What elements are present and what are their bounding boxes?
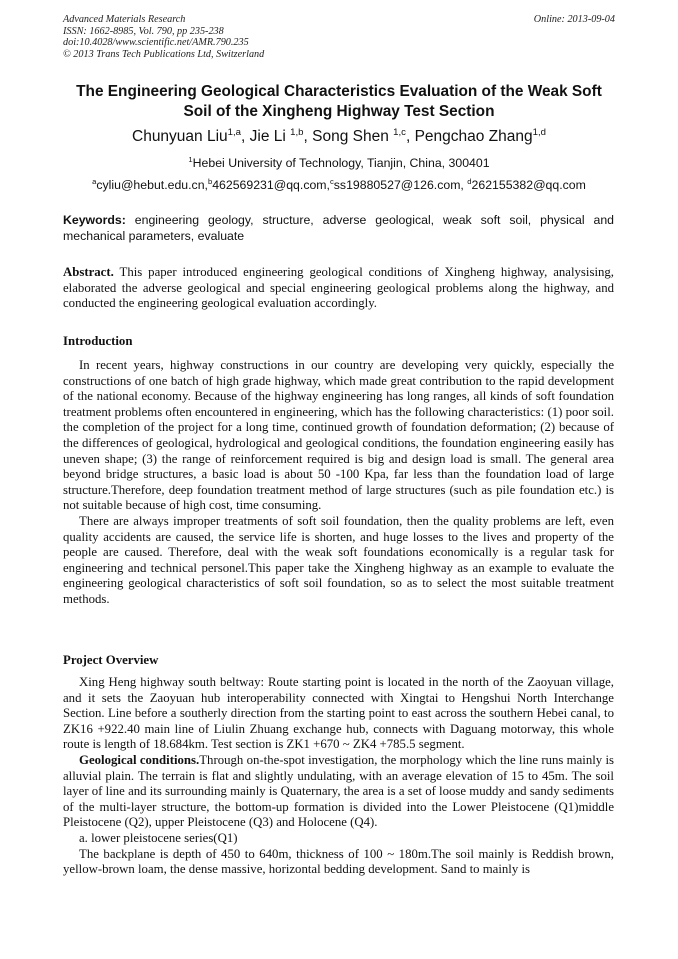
project-overview-body: [63, 675, 614, 878]
keywords-label: Keywords:: [63, 213, 126, 227]
email-link[interactable]: 462569231@qq.com,: [212, 178, 330, 192]
email-mark: c: [329, 176, 334, 186]
paper-title: [54, 82, 624, 122]
email-link[interactable]: 262155382@qq.com: [471, 178, 586, 192]
title-line-2: Soil of the Xingheng Highway Test Section: [183, 103, 495, 120]
journal-header: [63, 14, 615, 60]
paragraph: Xing Heng highway south beltway: Route starting point is located in the north of the Zaoyuan village, and it sets the Zaoyuan hub interoperability connected with Xingtai to Hengshui North Interchange Section. Line before a southerly direction from the starting point to east across the southern Hebei canal, to ZK16 +922.40 main line of Liulin Zhuang exchange hub, connects with Daguang motorway, this whole route is length of 18.684km. Test section is ZK1 +670 ~ ZK4 +785.5 segment.: [63, 675, 614, 752]
copyright-line: © 2013 Trans Tech Publications Ltd, Switzerland: [63, 48, 265, 60]
paragraph: In recent years, highway constructions in our country are developing very quickly, especially the constructions of one batch of high grade highway, which made great contribution to the rapid development of the national economy. Because of the highway engineering has long ranges, all kinds of soft foundation treatment problems often encountered in engineering, which has the following characteristics: (1) poor soil. the completion of the project for a long time, continued growth of foundation deformation; (2) because of the differences of geological, hydrological and geological conditions, the foundation engineering easily has uneven shape; (3) the range of reinforcement required is big and design load is small. The general area beyond bridge structures, a basic load is about 50 -100 Kpa, far less than the foundation load of large structure.Therefore, deep foundation treatment method of large structures (such as pile foundation etc.) is not suitable because of high cost, time consuming.: [63, 358, 614, 513]
author-name: Jie Li: [249, 128, 291, 145]
journal-name: Advanced Materials Research: [63, 14, 186, 25]
section-heading-project-overview: Project Overview: [63, 653, 159, 667]
author-affiliation-mark: 1,d: [532, 126, 546, 138]
author-affiliation-mark: 1,b: [290, 126, 304, 138]
paragraph: The backplane is depth of 450 to 640m, thickness of 100 ~ 180m.The soil mainly is Reddish brown, yellow-brown loam, the dense massive, horizontal bedding development. Sand to mainly is: [63, 846, 614, 877]
author-name: Song Shen: [312, 128, 394, 145]
email-link[interactable]: ss19880527@126.com,: [333, 178, 468, 192]
issn-line: ISSN: 1662-8985, Vol. 790, pp 235-238: [63, 25, 224, 37]
abstract-text: This paper introduced engineering geological conditions of Xingheng highway, analysising, elaborated the adverse geological and special engineering geological problems along the highway, and conducted the engineering geological evaluation accordingly.: [63, 265, 614, 311]
author-list: [54, 128, 624, 146]
title-line-1: The Engineering Geological Characteristics Evaluation of the Weak Soft: [76, 83, 602, 100]
keywords-text: engineering geology, structure, adverse geological, weak soft soil, physical and mechanical parameters, evaluate: [63, 213, 614, 243]
section-heading-introduction: Introduction: [63, 334, 133, 348]
email-mark: b: [207, 176, 213, 186]
abstract-label: Abstract.: [63, 265, 114, 279]
author-affiliation-mark: 1,c: [393, 126, 406, 138]
paragraph: [63, 753, 614, 831]
author-affiliation-mark: 1,a: [227, 126, 242, 138]
introduction-body: [63, 358, 614, 608]
email-mark: d: [467, 176, 472, 186]
author-name: Chunyuan Liu: [132, 128, 228, 145]
author-separator: ,: [241, 128, 250, 145]
affiliation-mark: 1: [188, 154, 193, 164]
geological-conditions-text: Through on-the-spot investigation, the morphology which the line runs mainly is alluvial plain. The terrain is flat and slightly undulating, with an average elevation of 15 to 45m. The soil layer of line and its surrounding mainly is Quaternary, the area is a set of loose muddy and sandy sediments of the multi-layer structure, the bottom-up formation is divided into the Lower Pleistocene (Q1)middle Pleistocene (Q2), upper Pleistocene (Q3) and Holocene (Q4).: [63, 752, 615, 830]
email-mark: a: [92, 176, 97, 186]
paragraph: There are always improper treatments of soft soil foundation, then the quality problems are left, even quality accidents are caused, the service life is shorten, and huge losses to the lives and property of the people are caused. Therefore, deal with the weak soft foundations economically is a regular task for engineering and technical personel.This paper take the Xingheng highway as an example to evaluate the engineering geological characteristics of soft soil foundation, so as to select the most suitable treatment methods.: [63, 513, 614, 606]
abstract: [63, 265, 614, 312]
author-separator: ,: [405, 128, 415, 145]
affiliation: [54, 155, 624, 171]
email-link[interactable]: cyliu@hebut.edu.cn,: [96, 178, 208, 192]
author-separator: ,: [303, 128, 313, 145]
geological-conditions-label: Geological conditions.: [79, 752, 200, 767]
online-date: Online: 2013-09-04: [533, 14, 615, 25]
keywords: [63, 213, 614, 244]
author-name: Pengchao Zhang: [414, 128, 533, 145]
doi-line[interactable]: doi:10.4028/www.scientific.net/AMR.790.235: [63, 37, 249, 49]
affiliation-text: Hebei University of Technology, Tianjin, China, 300401: [192, 156, 490, 170]
subheading-lower-pleistocene: a. lower pleistocene series(Q1): [79, 830, 238, 845]
author-emails: [40, 177, 638, 193]
